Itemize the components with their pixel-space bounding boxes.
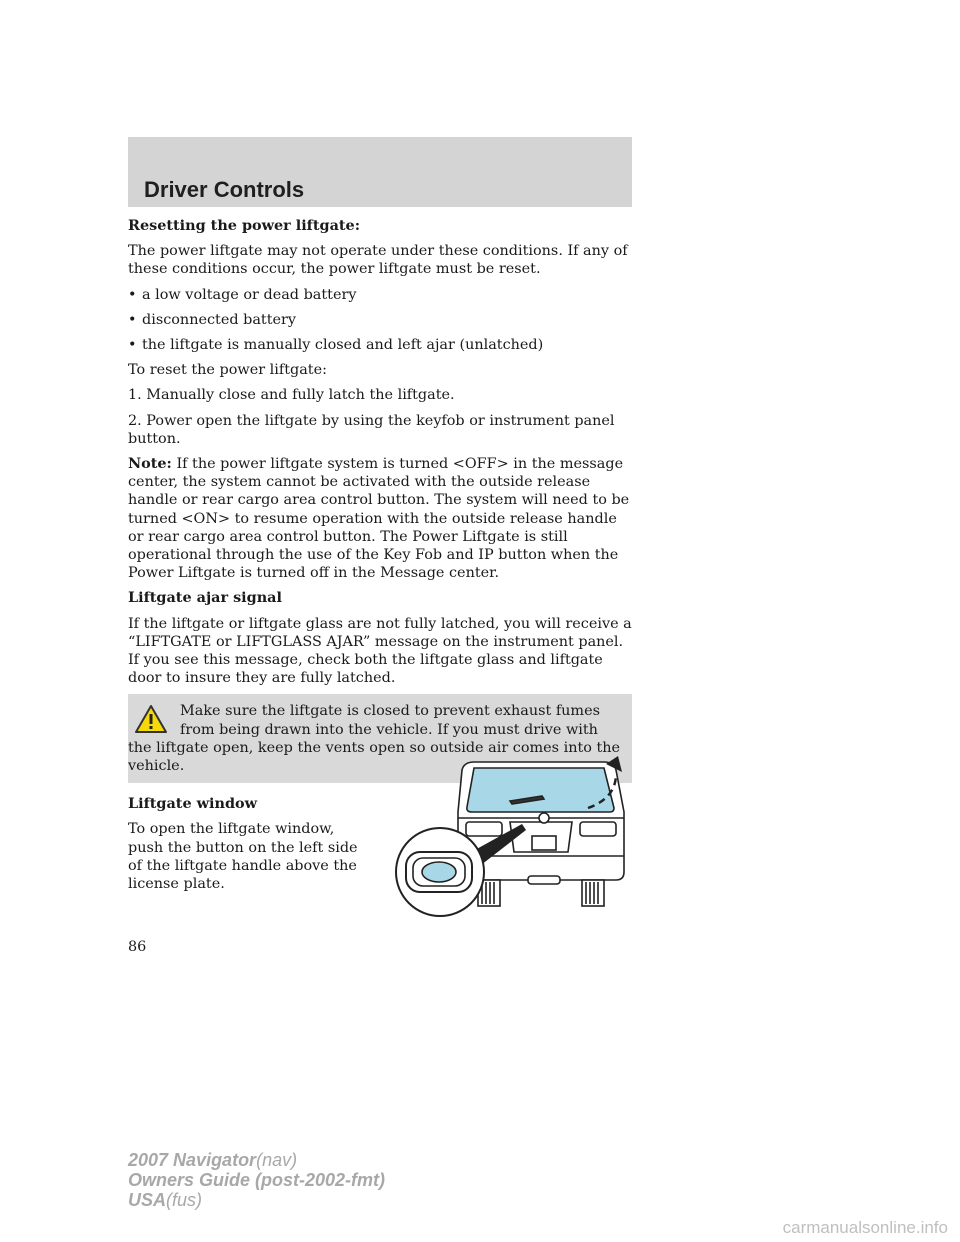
list-item	[128, 336, 632, 354]
footer-model: 2007 Navigator	[128, 1150, 257, 1170]
list-item	[128, 286, 632, 304]
document-footer	[128, 1150, 385, 1210]
warning-text: Make sure the liftgate is closed to prevent exhaust fumes from being drawn into the vehicle. If you must drive with the liftgate open, keep the vents open so outside air comes into the vehicle.	[128, 703, 621, 775]
note-text: If the power liftgate system is turned <OFF> in the message center, the system cannot be activated with the outside release handle or rear cargo area control button. The system will need to be turned <ON> to resume operation with the outside release handle or rear cargo area control button. The Power Liftgate is still operational through the use of the Key Fob and IP button when the Power Liftgate is turned off in the Message center.	[128, 456, 630, 582]
ajar-heading: Liftgate ajar signal	[128, 589, 282, 607]
note-label: Note:	[128, 455, 172, 473]
window-heading: Liftgate window	[128, 795, 257, 813]
footer-guide: Owners Guide (post-2002-fmt)	[128, 1170, 386, 1190]
note-paragraph	[128, 455, 632, 582]
to-reset-text: To reset the power liftgate:	[128, 362, 327, 379]
page-number: 86	[128, 939, 147, 955]
warning-triangle-icon	[134, 704, 168, 734]
bullet-text: a low voltage or dead battery	[142, 286, 357, 303]
watermark: carmanualsonline.info	[782, 1218, 948, 1237]
list-item	[128, 311, 632, 329]
resetting-intro: The power liftgate may not operate under these conditions. If any of these conditions occur, the power liftgate must be reset.	[128, 243, 628, 278]
button-callout-circle	[396, 828, 484, 916]
section-header-band	[128, 137, 632, 207]
ajar-text: If the liftgate or liftgate glass are not fully latched, you will receive a “LIFTGATE or LIFTGLASS AJAR” message on the instrument panel. If you see this message, check both the liftgate glass and liftgate door to insure they are fully latched.	[128, 615, 632, 687]
bullet-icon: •	[128, 311, 137, 328]
step-1: 1. Manually close and fully latch the liftgate.	[128, 387, 455, 404]
bullet-icon: •	[128, 286, 137, 303]
footer-market: USA	[128, 1190, 167, 1210]
resetting-heading: Resetting the power liftgate:	[128, 217, 361, 234]
bullet-text: the liftgate is manually closed and left ajar (unlatched)	[142, 337, 544, 354]
bullet-icon: •	[128, 337, 137, 354]
footer-model-code: (nav)	[256, 1150, 298, 1170]
liftglass-release-button	[422, 862, 456, 882]
bullet-text: disconnected battery	[142, 311, 297, 328]
section-title: Driver Controls	[144, 177, 305, 202]
footer-market-code: (fus)	[166, 1190, 203, 1210]
step-2: 2. Power open the liftgate by using the keyfob or instrument panel button.	[128, 412, 615, 447]
liftgate-illustration	[392, 752, 628, 920]
window-text: To open the liftgate window, push the button on the left side of the liftgate handle above the license plate.	[128, 821, 358, 893]
